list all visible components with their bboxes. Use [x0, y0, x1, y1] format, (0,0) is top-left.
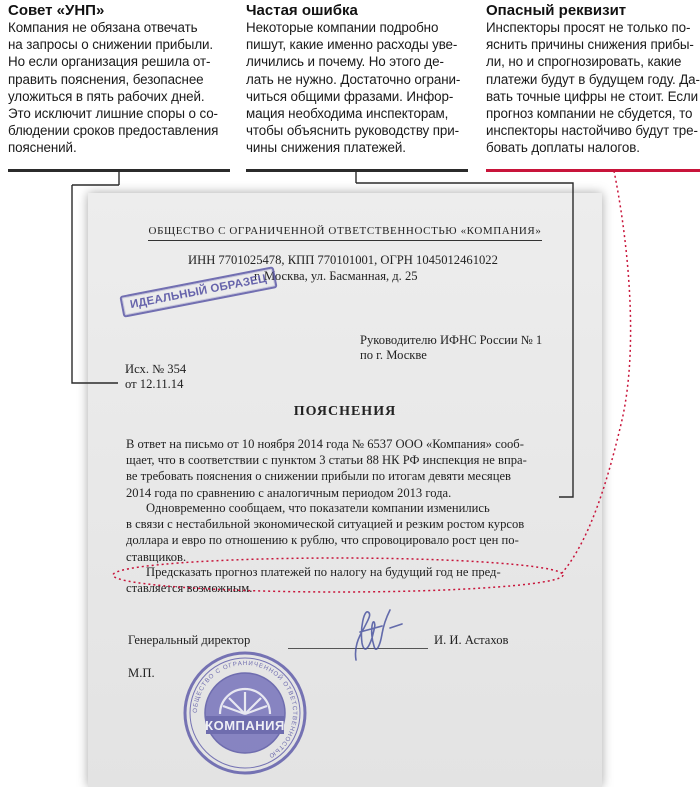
recipient-line-2: по г. Москве: [360, 348, 427, 362]
paragraph-line: 2014 года по сравнению с аналогичным периодом 2013 года.: [126, 485, 452, 500]
annotation-line: лать не нужно. Достаточно ограни-: [246, 71, 461, 87]
paragraph-line: ставляется возможным.: [126, 581, 253, 596]
company-address: г. Москва, ул. Басманная, д. 25: [254, 269, 418, 283]
annotation-tip: [8, 2, 230, 157]
paragraph-line: ставщиков.: [126, 549, 187, 564]
letter-sheet: [88, 193, 602, 787]
annotation-line: Это исключит лишние споры о со-: [8, 106, 218, 122]
paragraph-line: в связи с нестабильной экономической ситуацией и резким ростом курсов: [126, 517, 525, 532]
annotation-line: чины снижения платежей.: [246, 140, 406, 156]
annotation-danger-text: [486, 19, 700, 157]
outgoing-number: Исх. № 354: [125, 362, 187, 376]
annotation-line: чтобы объяснить руководству при-: [246, 123, 459, 139]
seal-ring-text: ОБЩЕСТВО С ОГРАНИЧЕННОЙ ОТВЕТСТВЕННОСТЬЮ: [191, 659, 299, 760]
signature: [338, 598, 418, 668]
annotation-line: яснить причины снижения прибы-: [486, 37, 694, 53]
paragraph-line: щает, что в соответствии с пунктом 3 статьи 88 НК РФ инспекция не впра-: [126, 453, 527, 468]
paragraph-line: В ответ на письмо от 10 ноября 2014 года № 6537 ООО «Компания» сооб-: [126, 437, 524, 451]
annotation-mistake-title: Частая ошибка: [246, 2, 358, 19]
signer-position: Генеральный директор: [128, 633, 251, 647]
paragraph-3: [126, 564, 501, 596]
annotation-rule-tip: [8, 169, 230, 172]
annotation-line: личились и почему. Но этого де-: [246, 54, 444, 70]
annotation-rule-mistake: [246, 169, 468, 172]
annotation-line: Компания не обязана отвечать: [8, 20, 198, 35]
company-seal: [180, 648, 310, 778]
letter-title: ПОЯСНЕНИЯ: [293, 404, 397, 419]
paragraph-1: [126, 436, 527, 501]
paragraph-2: [126, 500, 524, 565]
annotation-line: платежи будут в будущем году. Да-: [486, 71, 700, 87]
annotation-line: пояснений.: [8, 140, 77, 156]
annotation-rule-danger: [486, 169, 700, 172]
annotation-danger: [486, 2, 700, 157]
annotation-line: пишут, какие именно расходы уве-: [246, 37, 458, 53]
annotation-line: прогноз компании не сбудется, то: [486, 106, 693, 122]
annotation-line: уложиться в пять рабочих дней.: [8, 88, 205, 104]
annotation-line: мация необходима инспекторам,: [246, 106, 449, 122]
paragraph-line: доллара и евро по отношению к рублю, что спровоцировало рост цен по-: [126, 533, 519, 548]
outgoing-date: от 12.11.14: [125, 377, 184, 391]
seal-place: М.П.: [128, 666, 155, 680]
paragraph-line: Предсказать прогноз платежей по налогу на будущий год не пред-: [146, 565, 501, 579]
recipient-line-1: Руководителю ИФНС России № 1: [360, 333, 543, 347]
annotation-tip-text: [8, 19, 230, 157]
paragraph-line: Одновременно сообщаем, что показатели компании изменились: [146, 501, 490, 515]
annotation-line: ли, но и спрогнозировать, какие: [486, 54, 682, 70]
annotation-line: блюдении сроков предоставления: [8, 123, 219, 139]
sample-stamp: ИДЕАЛЬНЫЙ ОБРАЗЕЦ: [119, 266, 277, 318]
annotation-line: вать точные цифры не стоит. Если: [486, 88, 699, 104]
annotation-line: инспекторы настойчиво будут тре-: [486, 123, 698, 139]
signer-name: И. И. Астахов: [434, 633, 509, 647]
annotation-mistake: [246, 2, 468, 157]
seal-center-text: КОМПАНИЯ: [205, 718, 285, 733]
annotation-mistake-text: [246, 19, 468, 157]
annotation-danger-title: Опасный реквизит: [486, 2, 627, 19]
annotation-tip-title: Совет «УНП»: [8, 2, 105, 19]
annotation-line: Некоторые компании подробно: [246, 20, 439, 35]
company-requisites: ИНН 7701025478, КПП 770101001, ОГРН 1045012461022: [188, 253, 498, 267]
annotation-line: читься общими фразами. Инфор-: [246, 88, 454, 104]
annotation-line: править пояснения, безопаснее: [8, 71, 204, 87]
paragraph-line: ве требовать пояснения о снижении прибыли по итогам девяти месяцев: [126, 469, 511, 484]
annotation-line: на запросы о снижении прибыли.: [8, 37, 214, 53]
annotation-line: Но если организация решила от-: [8, 54, 211, 70]
annotation-line: бовать доплаты налогов.: [486, 140, 640, 156]
annotation-line: Инспекторы просят не только по-: [486, 20, 691, 35]
organization-name: ОБЩЕСТВО С ОГРАНИЧЕННОЙ ОТВЕТСТВЕННОСТЬЮ «КОМПАНИЯ»: [148, 225, 542, 241]
